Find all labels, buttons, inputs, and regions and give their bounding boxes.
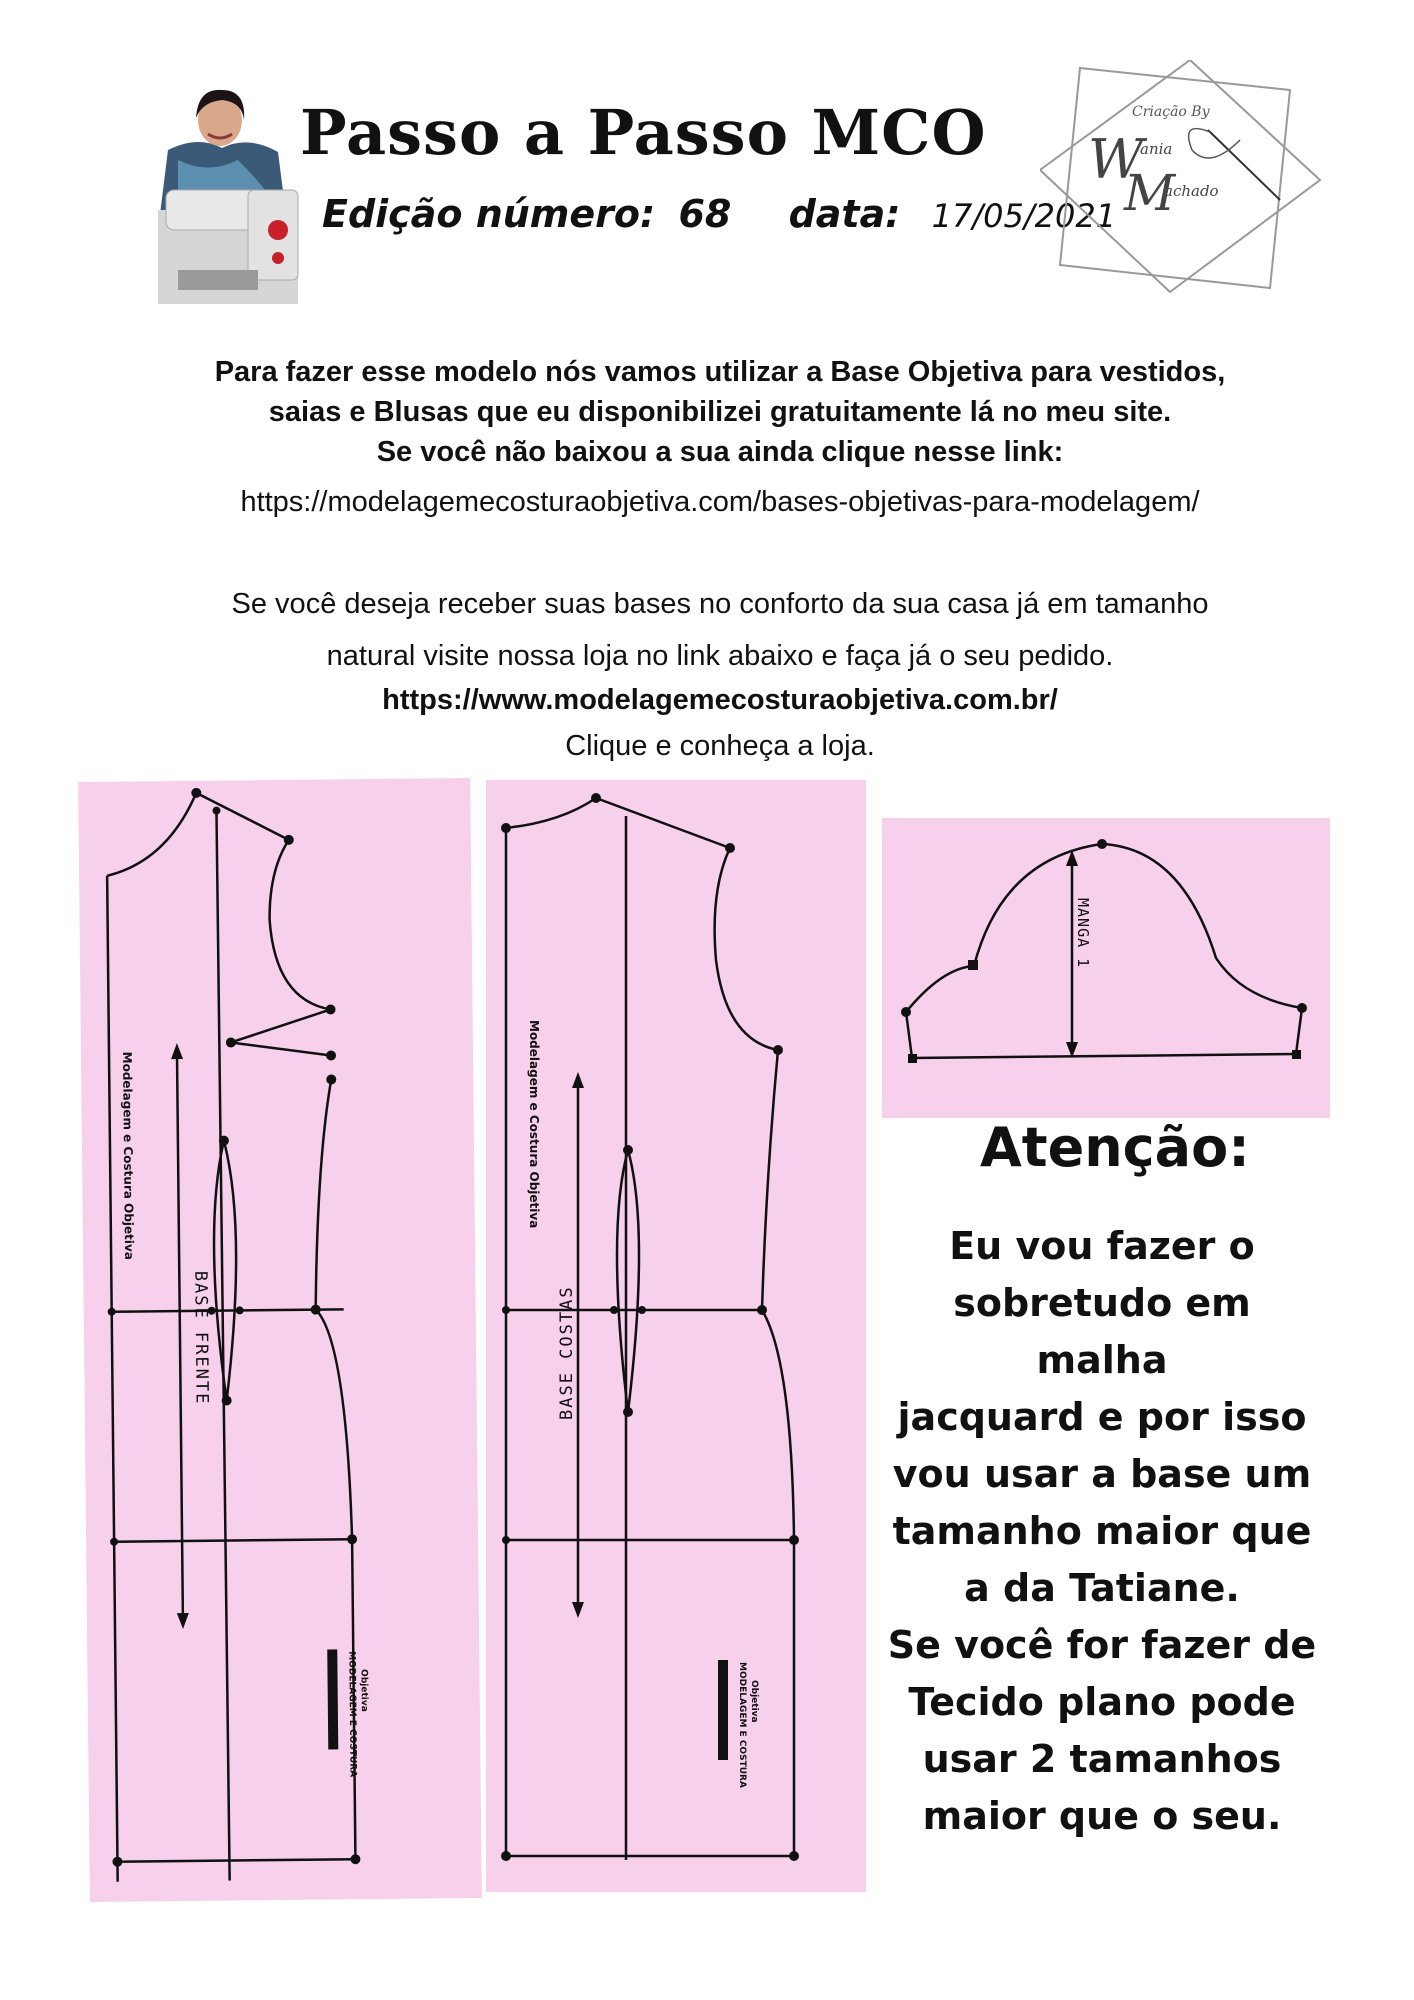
attention-line: Tecido plano pode (908, 1680, 1296, 1724)
logo-name-2: achado (1164, 182, 1219, 200)
attention-line: Eu vou fazer o (949, 1224, 1255, 1268)
back-stamp-line-1: MODELAGEM E COSTURA (737, 1662, 747, 1788)
attention-line: jacquard e por isso (897, 1395, 1307, 1439)
back-stamp-line-2: Objetiva (749, 1680, 759, 1723)
intro-line-2: saias e Blusas que eu disponibilizei gratuitamente lá no meu site. (268, 396, 1172, 428)
front-hip-line (114, 1539, 352, 1541)
back-shoulder (596, 798, 730, 848)
attention-line: Se você for fazer de (887, 1623, 1317, 1667)
back-stamp-bar (718, 1660, 728, 1760)
intro-line-3: Se você não baixou a sua ainda clique nesse link: (376, 436, 1064, 468)
attention-line: usar 2 tamanhos (922, 1737, 1282, 1781)
sleeve-base (912, 1054, 1296, 1058)
sleeve-label: MANGA 1 (1074, 898, 1092, 969)
front-shoulder (196, 792, 288, 841)
front-brand-vertical: Modelagem e Costura Objetiva (119, 1051, 137, 1260)
sleeve-left-edge (906, 1012, 912, 1058)
front-bust-line (112, 1309, 344, 1311)
author-photo (138, 80, 306, 304)
front-grain-arrow (177, 1051, 183, 1621)
intro-line-1: Para fazer esse modelo nós vamos utilizar a Base Objetiva para vestidos, (214, 356, 1226, 388)
back-armhole (715, 848, 778, 1050)
front-pattern (78, 778, 482, 1902)
arrow-down-icon (177, 1613, 189, 1629)
front-waist-dart (213, 1140, 238, 1400)
front-left-edge (107, 876, 118, 1882)
store-link[interactable]: https://www.modelagemecosturaobjetiva.com.br/ (382, 684, 1058, 716)
attention-title: Atenção: (980, 1116, 1250, 1179)
sleeve-cap (906, 844, 1302, 1012)
logo-square-2 (1040, 60, 1320, 292)
arrow-down-icon (572, 1602, 584, 1618)
front-stamp-line-1: MODELAGEM E COSTURA (346, 1651, 358, 1778)
arrow-up-icon (171, 1043, 183, 1059)
back-waist-dart (617, 1150, 639, 1412)
arrow-up-icon (572, 1072, 584, 1088)
intro-line-5: natural visite nossa loja no link abaixo e faça já o seu pedido. (326, 640, 1114, 672)
front-center-line (216, 811, 229, 1881)
date-label: data: (788, 192, 901, 236)
page-title: Passo a Passo MCO (300, 96, 987, 169)
back-brand-vertical: Modelagem e Costura Objetiva (527, 1020, 541, 1229)
logo-initial-m: M (1124, 164, 1176, 222)
front-armhole (269, 839, 331, 1010)
front-stamp-bar (327, 1649, 338, 1749)
attention-line: tamanho maior que (892, 1509, 1312, 1553)
needle-icon (1208, 130, 1280, 200)
logo-initial-w: W (1088, 128, 1144, 191)
attention-line: sobretudo em malha (953, 1281, 1251, 1382)
attention-body (882, 1218, 1322, 1845)
attention-line: vou usar a base um (892, 1452, 1312, 1496)
front-base-label: BASE FRENTE (190, 1270, 212, 1406)
edition-number: 68 (678, 192, 732, 236)
front-hem (117, 1859, 355, 1861)
front-stamp-line-2: Objetiva (358, 1669, 369, 1712)
attention-line: a da Tatiane. (964, 1566, 1240, 1610)
intro-line-4: Se você deseja receber suas bases no conforto da sua casa já em tamanho (231, 588, 1209, 620)
logo-name-1: ania (1140, 140, 1173, 158)
edition-label: Edição número: (322, 192, 656, 236)
back-base-label: BASE COSTAS (557, 1285, 577, 1420)
brand-logo (1040, 60, 1330, 300)
sleeve-right-edge (1296, 1008, 1302, 1054)
intro-line-6: Clique e conheça a loja. (565, 730, 875, 762)
edition-line (322, 192, 1117, 236)
bases-link[interactable]: https://modelagemecosturaobjetiva.com/bases-objetivas-para-modelagem/ (240, 486, 1200, 518)
sleeve-pattern (882, 818, 1330, 1118)
front-neckline (106, 793, 197, 876)
logo-small-text: Criação By (1132, 104, 1210, 120)
date-value: 17/05/2021 (931, 197, 1117, 235)
back-side (762, 1050, 794, 1540)
back-neckline (506, 798, 596, 828)
front-dart-1 (231, 1009, 331, 1056)
back-pattern (486, 780, 866, 1892)
attention-line: maior que o seu. (922, 1794, 1282, 1838)
